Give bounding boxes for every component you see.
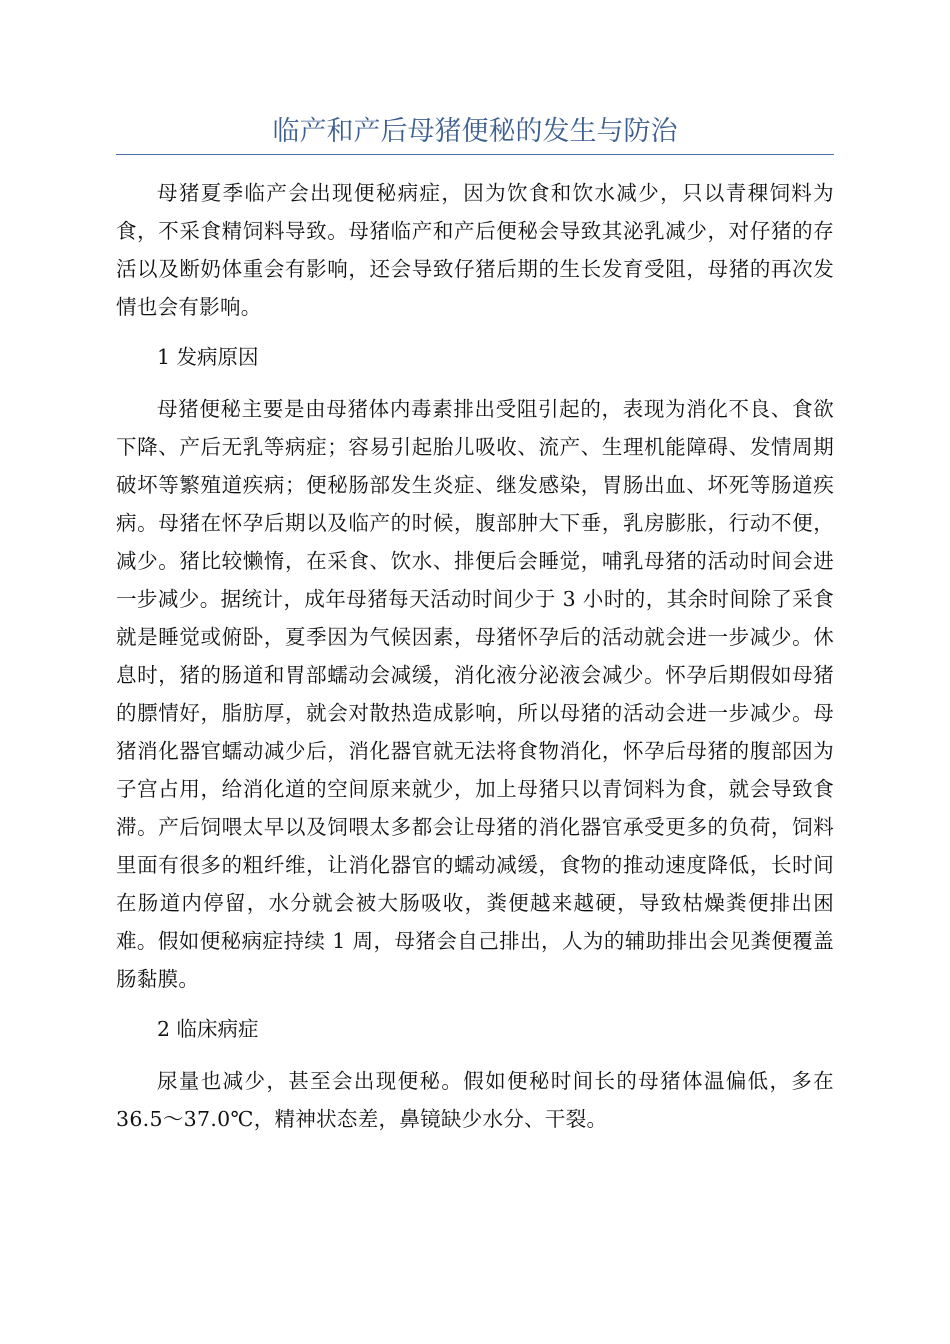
document-body [116,174,834,1138]
section-heading-causes: 1 发病原因 [157,345,259,369]
spacer [116,376,834,390]
spacer [116,326,834,338]
spacer [116,1048,834,1062]
spacer [116,998,834,1010]
symptoms-paragraph: 尿量也减少，甚至会出现便秘。假如便秘时间长的母猪体温偏低，多在 36.5～37.0℃，精神状态差，鼻镜缺少水分、干裂。 [116,1069,834,1131]
section-heading-symptoms: 2 临床病症 [157,1017,259,1041]
title-underline [116,154,834,155]
intro-paragraph: 母猪夏季临产会出现便秘病症，因为饮食和饮水减少，只以青稞饲料为食，不采食精饲料导致。母猪临产和产后便秘会导致其泌乳减少，对仔猪的存活以及断奶体重会有影响，还会导致仔猪后期的生长发育受阻，母猪的再次发情也会有影响。 [116,181,834,319]
document-title: 临产和产后母猪便秘的发生与防治 [272,116,678,147]
causes-paragraph: 母猪便秘主要是由母猪体内毒素排出受阻引起的，表现为消化不良、食欲下降、产后无乳等病症；容易引起胎儿吸收、流产、生理机能障碍、发情周期破坏等繁殖道疾病；便秘肠部发生炎症、继发感染，胃肠出血、坏死等肠道疾病。母猪在怀孕后期以及临产的时候，腹部肿大下垂，乳房膨胀，行动不便，减少。猪比较懒惰，在采食、饮水、排便后会睡觉，哺乳母猪的活动时间会进一步减少。据统计，成年母猪每天活动时间少于 3 小时的，其余时间除了采食就是睡觉或俯卧，夏季因为气候因素，母猪怀孕后的活动就会进一步减少。休息时，猪的肠道和胃部蠕动会减缓，消化液分泌液会减少。怀孕后期假如母猪的膘情好，脂肪厚，就会对散热造成影响，所以母猪的活动会进一步减少。母猪消化器官蠕动减少后，消化器官就无法将食物消化，怀孕后母猪的腹部因为子宫占用，给消化道的空间原来就少，加上母猪只以青饲料为食，就会导致食滞。产后饲喂太早以及饲喂太多都会让母猪的消化器官承受更多的负荷，饲料里面有很多的粗纤维，让消化器官的蠕动减缓，食物的推动速度降低，长时间在肠道内停留，水分就会被大肠吸收，粪便越来越硬，导致枯燥粪便排出困难。假如便秘病症持续 1 周，母猪会自己排出，人为的辅助排出会见粪便覆盖肠黏膜。 [116,397,834,991]
